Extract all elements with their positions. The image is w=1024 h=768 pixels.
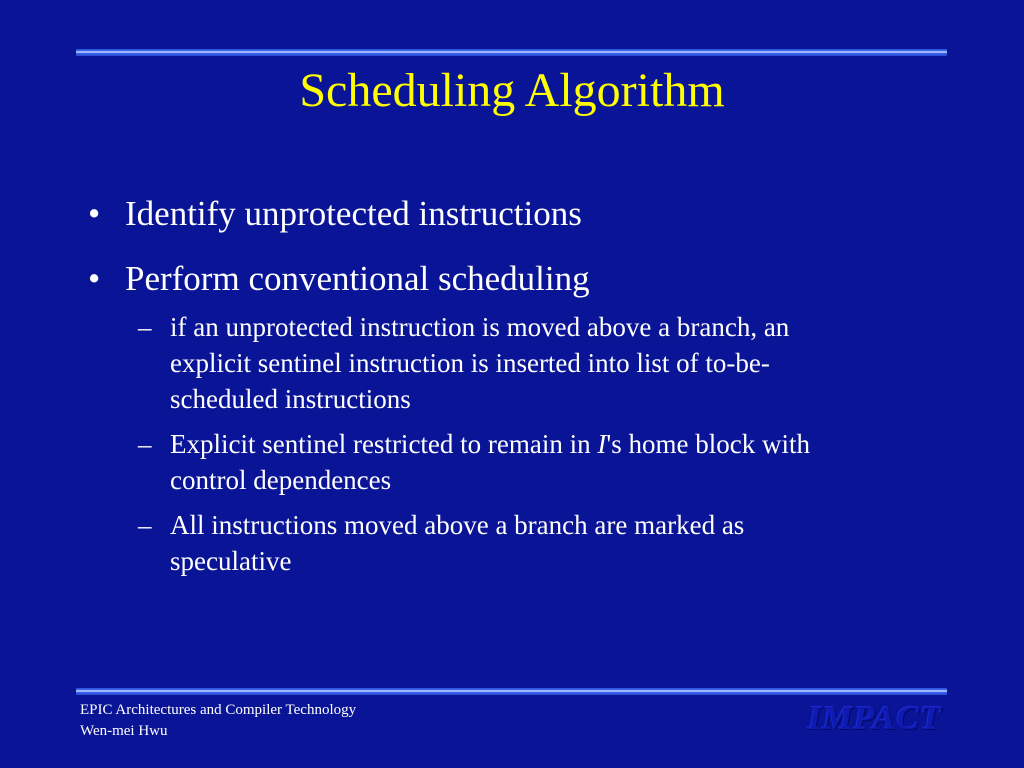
bottom-divider [76, 688, 947, 695]
italic-symbol: I [597, 429, 607, 459]
sub-bullet-text: All instructions moved above a branch are marked as speculative [170, 510, 745, 576]
bullet-text: Identify unprotected instructions [125, 194, 582, 233]
sub-bullet-list [88, 309, 958, 579]
sub-bullet-item [88, 507, 845, 579]
bullet-marker: • [88, 194, 101, 233]
bullet-text: Perform conventional scheduling [125, 259, 590, 298]
dash-marker: – [138, 312, 152, 342]
impact-logo: IMPACT [808, 700, 942, 737]
sub-bullet-text: if an unprotected instruction is moved above a branch, an explicit sentinel instruction is inserted into list of to-be-scheduled instructions [170, 312, 790, 414]
sub-bullet-text-part: 's home block with control dependences [170, 429, 810, 495]
dash-marker: – [138, 510, 152, 540]
dash-marker: – [138, 429, 152, 459]
sub-bullet-text-part: Explicit sentinel restricted to remain in [170, 429, 598, 459]
bullet-item [88, 192, 958, 236]
bullet-marker: • [88, 259, 101, 298]
sub-bullet-item [88, 426, 845, 498]
footer [80, 700, 356, 742]
footer-author: Wen-mei Hwu [80, 723, 168, 739]
footer-course-title: EPIC Architectures and Compiler Technology [80, 702, 357, 718]
top-divider [76, 49, 947, 56]
slide-title: Scheduling Algorithm [299, 64, 725, 117]
slide-body [88, 192, 958, 588]
sub-bullet-text [170, 429, 810, 495]
bullet-item [88, 257, 958, 301]
sub-bullet-item [88, 309, 845, 417]
